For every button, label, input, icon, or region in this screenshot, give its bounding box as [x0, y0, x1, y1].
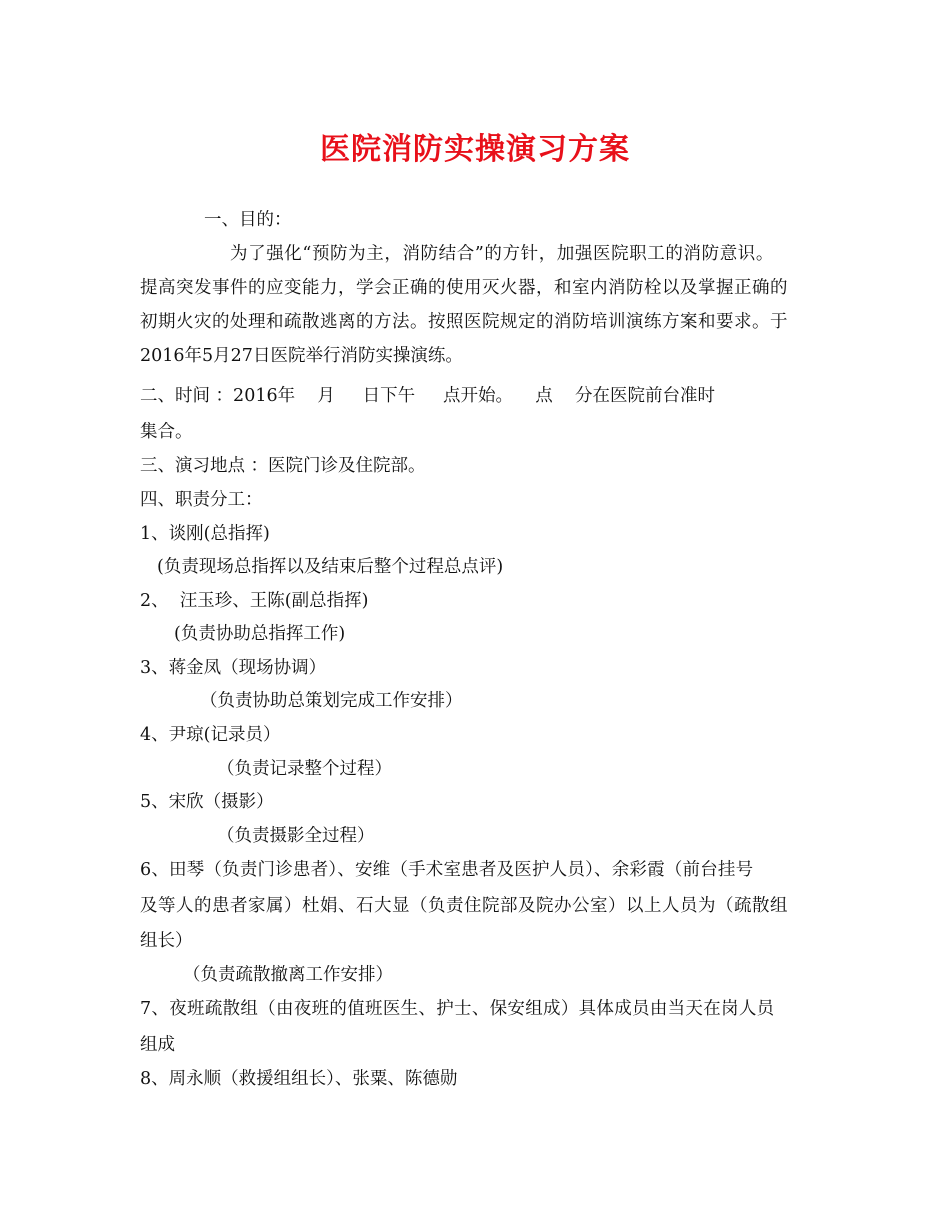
section-heading-location: 三、演习地点 ：医院门诊及住院部。	[140, 456, 426, 476]
duty-description: (负责现场总指挥以及结束后整个过程总点评)	[157, 557, 504, 577]
duty-description: （负责摄影全过程）	[217, 826, 375, 846]
duty-item: 2、 汪玉珍、王陈(副总指挥)	[140, 591, 369, 611]
paragraph-line: 2016年5月27日医院举行消防实操演练。	[140, 346, 463, 366]
duty-description: （负责协助总策划完成工作安排）	[200, 691, 463, 711]
paragraph-line: 提高突发事件的应变能力，学会正确的使用灭火器，和室内消防栓以及掌握正确的	[140, 278, 788, 298]
duty-item: 6、田琴（负责门诊患者）、安维（手术室患者及医护人员）、余彩霞（前台挂号	[140, 860, 754, 880]
paragraph-line: 集合。	[140, 422, 193, 442]
duty-item: 8、周永顺（救援组组长）、张粟、陈德勋	[140, 1069, 458, 1089]
section-heading-duties: 四、职责分工：	[140, 490, 263, 510]
duty-description: (负责协助总指挥工作)	[174, 624, 346, 644]
duty-item: 3、蒋金凤（现场协调）	[140, 658, 327, 678]
section-heading-purpose: 一、目的：	[204, 210, 292, 230]
paragraph-line: 为了强化“预防为主，消防结合”的方针，加强医院职工的消防意识。	[230, 244, 774, 264]
paragraph-line: 初期火灾的处理和疏散逃离的方法。按照医院规定的消防培训演练方案和要求。于	[140, 312, 788, 332]
page-title: 医院消防实操演习方案	[320, 132, 630, 167]
duty-description: （负责记录整个过程）	[217, 759, 392, 779]
duty-item: 7、夜班疏散组（由夜班的值班医生、护士、保安组成）具体成员由当天在岗人员	[140, 999, 775, 1019]
duty-item: 1、谈刚(总指挥)	[140, 524, 270, 544]
duty-item: 5、宋欣（摄影）	[140, 792, 274, 812]
duty-item: 组长）	[140, 931, 193, 951]
duty-item: 4、尹琼(记录员）	[140, 725, 281, 745]
duty-item: 组成	[140, 1035, 175, 1055]
duty-item: 及等人的患者家属）杜娟、石大显（负责住院部及院办公室）以上人员为（疏散组	[140, 896, 788, 916]
duty-description: （负责疏散撤离工作安排）	[183, 965, 393, 985]
section-heading-time: 二、时间 ：2016年 月 日下午 点开始。 点 分在医院前台准时	[140, 386, 715, 406]
